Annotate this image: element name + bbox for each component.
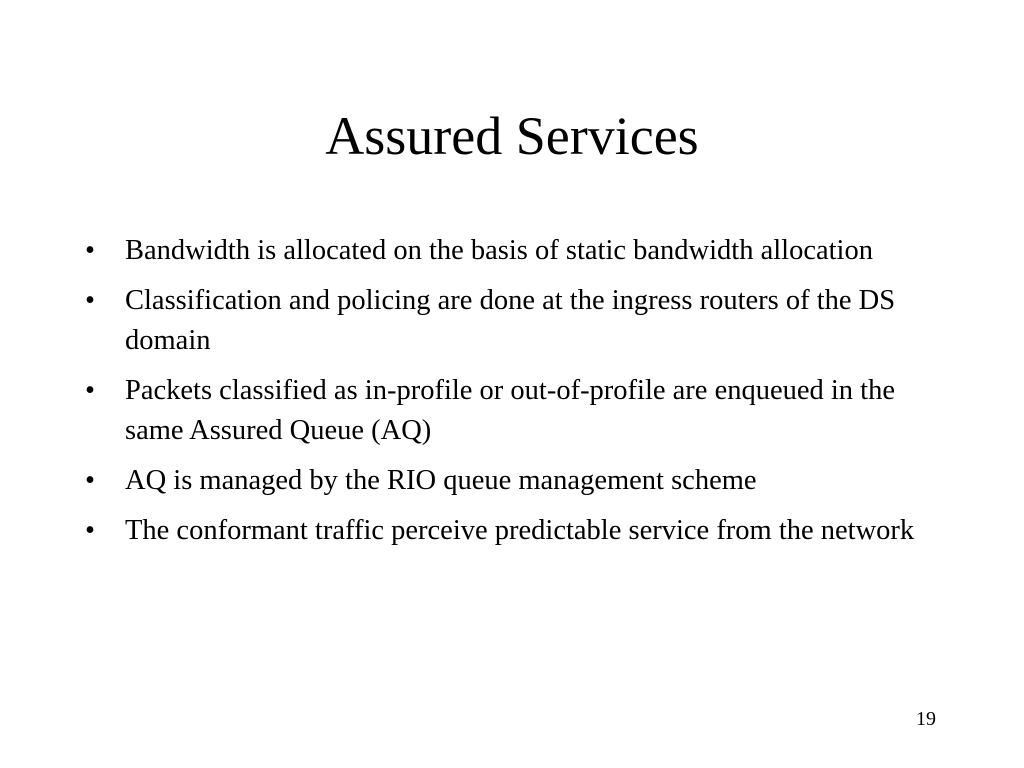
bullet-item-conformant-traffic [85, 511, 925, 551]
bullet-text: Packets classified as in-profile or out-of-profile are enqueued in the same Assured Queue (AQ) [125, 375, 896, 446]
bullet-point-icon: • [85, 285, 95, 316]
bullet-text: The conformant traffic perceive predictable service from the network [125, 515, 915, 546]
bullet-item-packet-profile-queue [85, 371, 925, 451]
bullet-point-icon: • [85, 465, 95, 496]
bullet-text: Bandwidth is allocated on the basis of static bandwidth allocation [125, 235, 873, 266]
bullet-item-rio-management [85, 461, 925, 501]
bullet-point-icon: • [85, 235, 95, 266]
bullet-text: AQ is managed by the RIO queue management scheme [125, 465, 757, 496]
bullet-point-icon: • [85, 375, 95, 406]
slide-page-number: 19 [916, 708, 936, 730]
bullet-text: Classification and policing are done at the ingress routers of the DS domain [125, 285, 896, 356]
bullet-point-icon: • [85, 515, 95, 546]
bullet-item-classification-policing [85, 281, 925, 361]
bullet-list [85, 231, 925, 561]
bullet-item-bandwidth-allocation [85, 231, 925, 271]
slide-title: Assured Services [325, 106, 699, 166]
